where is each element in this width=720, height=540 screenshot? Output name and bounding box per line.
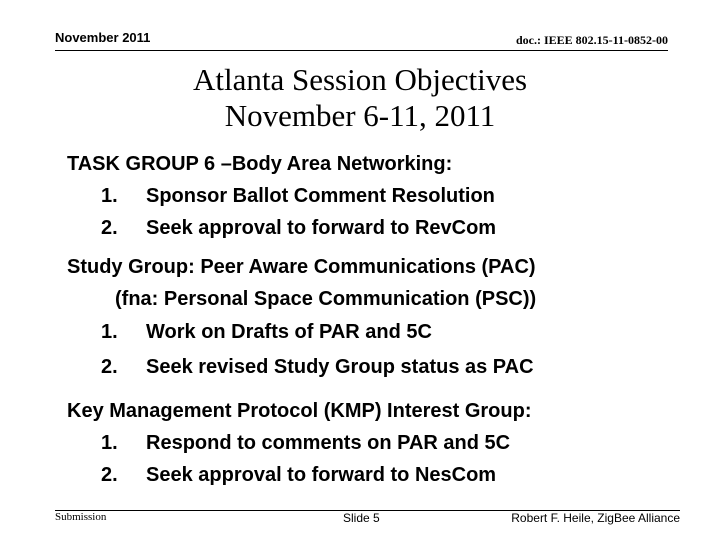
item-number: 1. — [101, 321, 118, 343]
section-subheading: (fna: Personal Space Communication (PSC)) — [115, 288, 537, 310]
section-study-group-pac — [67, 251, 707, 385]
section-heading: Key Management Protocol (KMP) Interest Group: — [67, 400, 532, 422]
item-number: 2. — [101, 217, 118, 239]
item-number: 2. — [101, 356, 118, 378]
slide-body — [67, 148, 707, 491]
item-text: Seek approval to forward to RevCom — [146, 217, 497, 239]
item-text: Respond to comments on PAR and 5C — [146, 432, 511, 454]
item-text: Sponsor Ballot Comment Resolution — [146, 185, 495, 207]
item-text: Work on Drafts of PAR and 5C — [146, 321, 432, 343]
footer-submission: Submission — [55, 511, 107, 523]
item-text: Seek revised Study Group status as PAC — [146, 356, 534, 378]
list-item — [67, 212, 707, 244]
item-text: Seek approval to forward to NesCom — [146, 464, 497, 486]
item-number: 1. — [101, 432, 118, 454]
item-number: 1. — [101, 185, 118, 207]
section-kmp-interest-group — [67, 395, 707, 491]
section-heading: Study Group: Peer Aware Communications (PAC) — [67, 256, 536, 278]
list-item — [67, 427, 707, 459]
title-line-1: Atlanta Session Objectives — [192, 62, 528, 97]
header-doc-id: doc.: IEEE 802.15-11-0852-00 — [515, 33, 668, 47]
slide-title — [0, 62, 720, 134]
section-heading: TASK GROUP 6 –Body Area Networking: — [67, 153, 453, 175]
list-item — [67, 459, 707, 491]
list-item — [67, 350, 707, 385]
title-line-2: November 6-11, 2011 — [224, 98, 496, 133]
list-item — [67, 180, 707, 212]
section-task-group-6 — [67, 148, 707, 244]
footer-slide-number: Slide 5 — [343, 511, 380, 525]
header-date: November 2011 — [55, 30, 151, 45]
footer-author: Robert F. Heile, ZigBee Alliance — [511, 511, 680, 525]
list-item — [67, 315, 707, 350]
header-divider — [55, 50, 668, 51]
item-number: 2. — [101, 464, 118, 486]
